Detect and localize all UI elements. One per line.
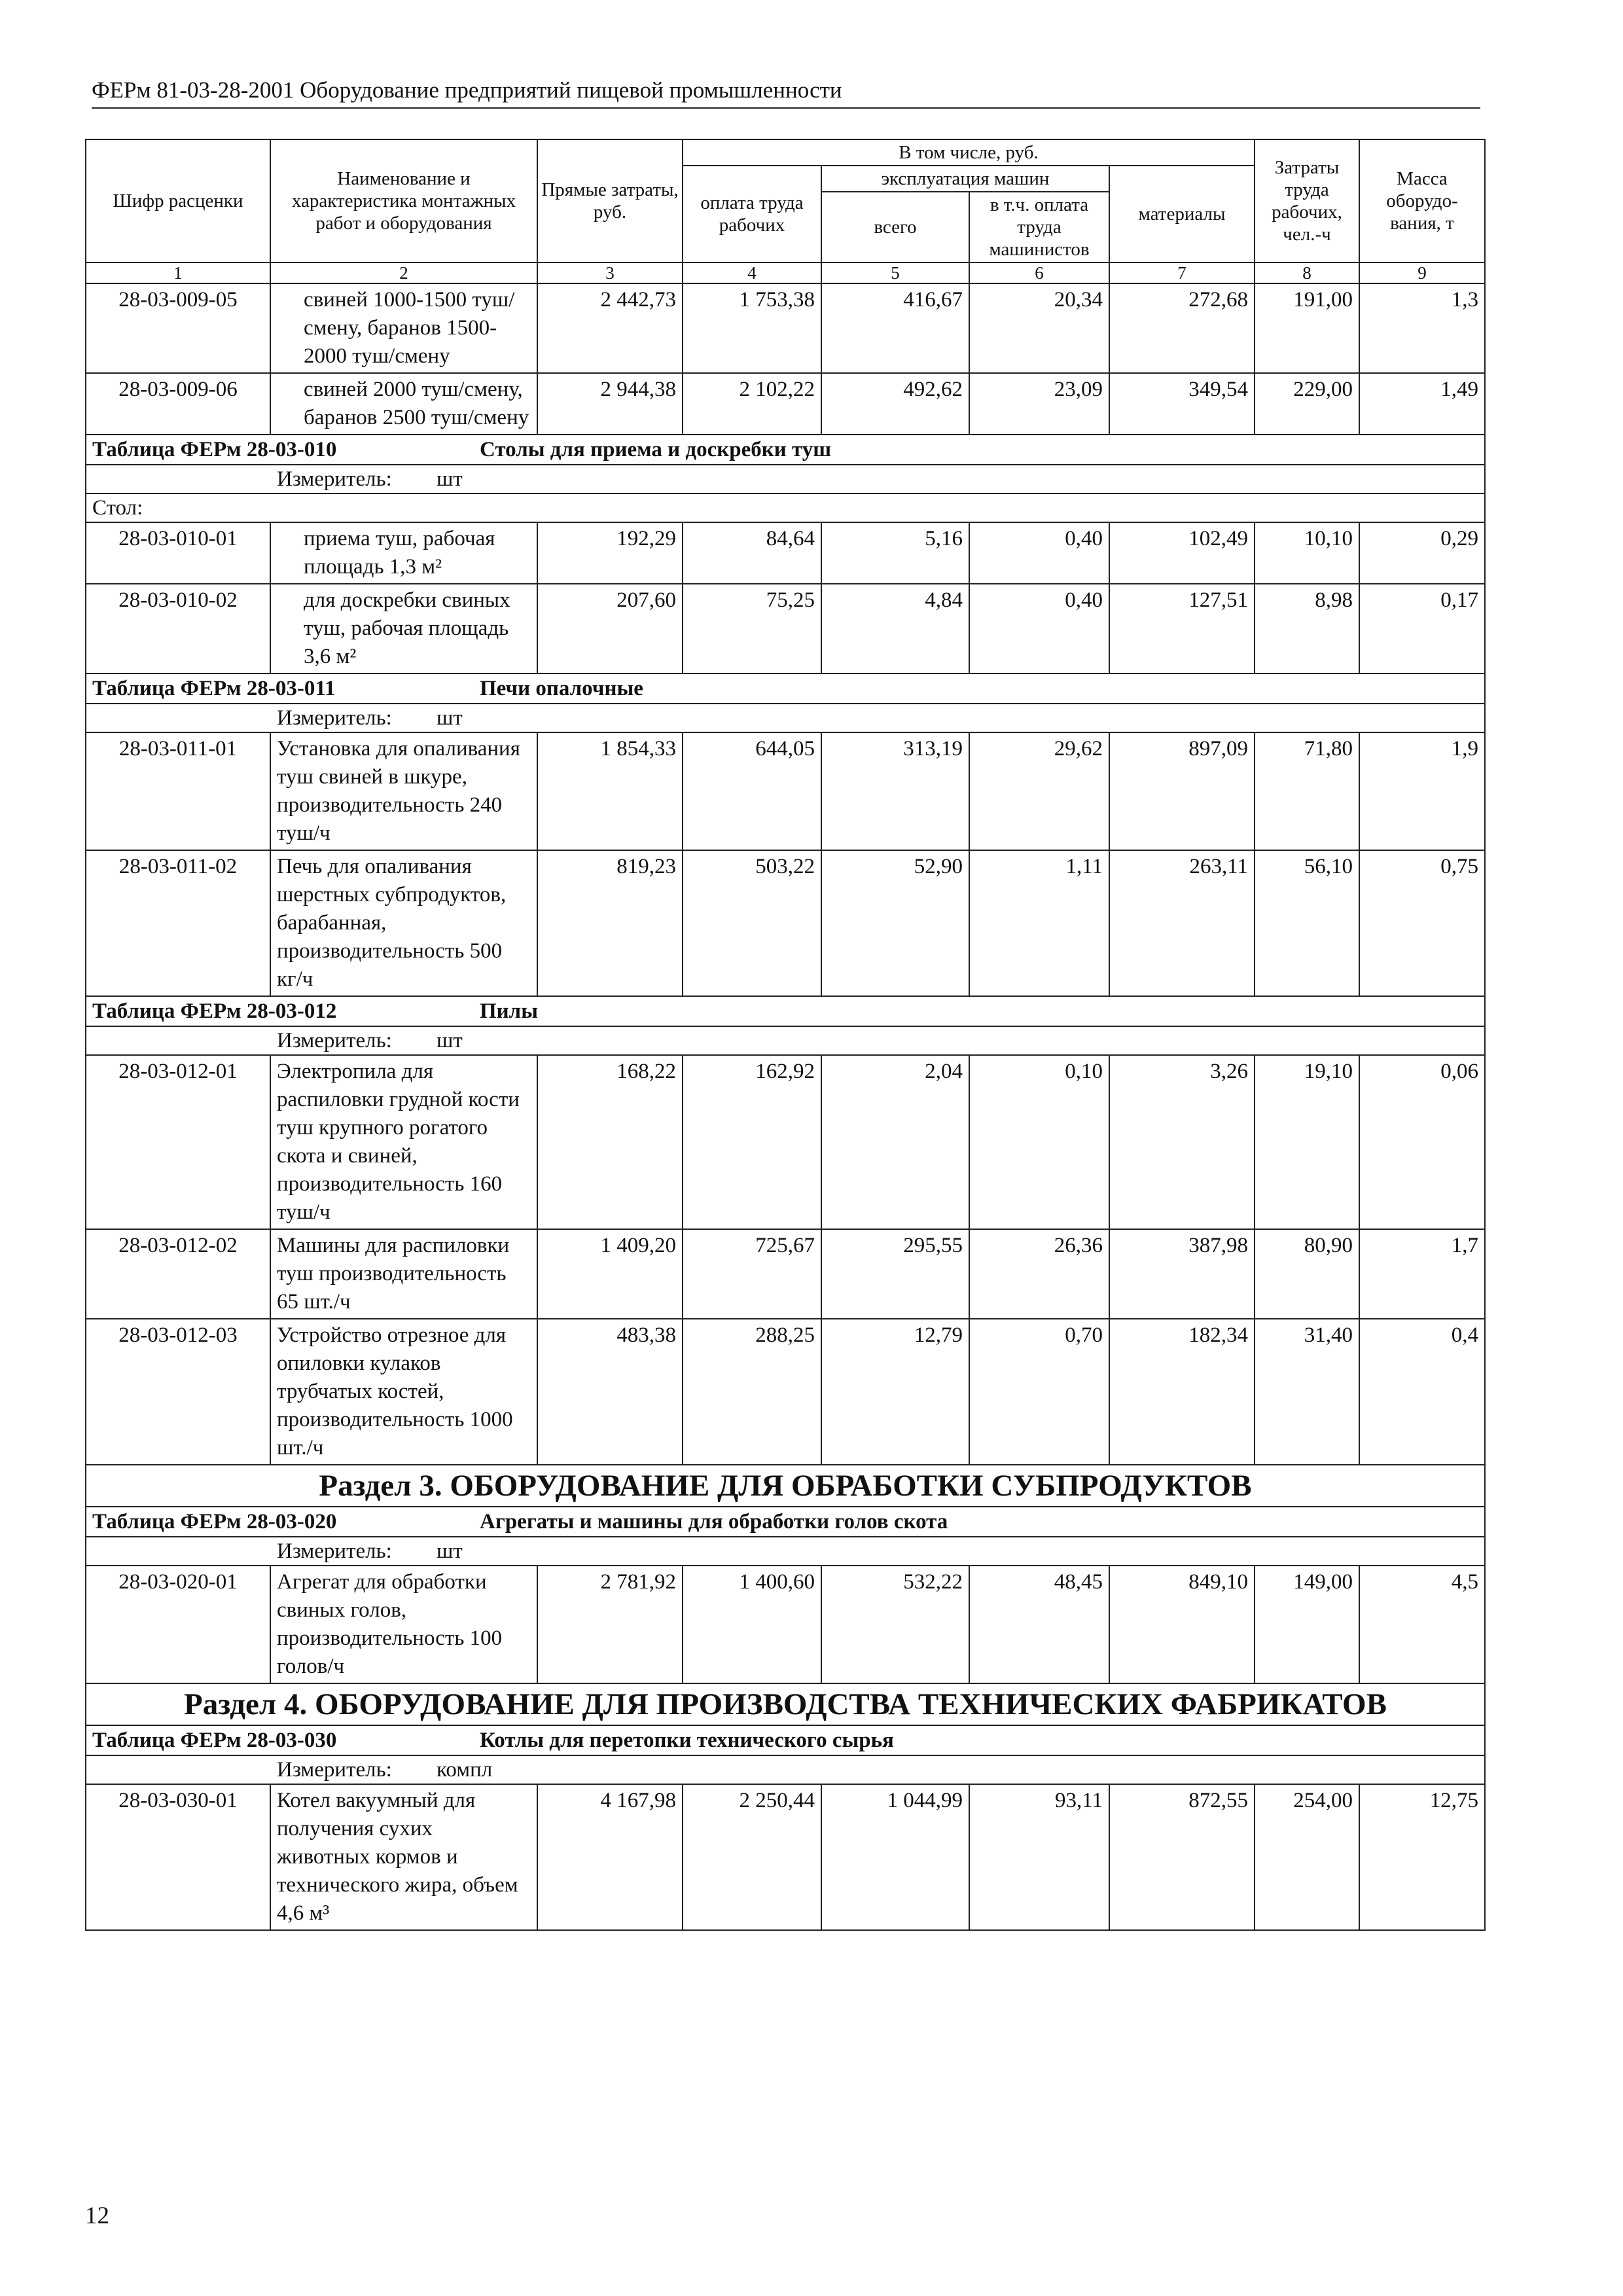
materials-cost: 263,11 [1109, 850, 1255, 996]
column-number: 1 [86, 262, 270, 283]
materials-cost: 182,34 [1109, 1319, 1255, 1465]
meter-unit: шт [437, 1029, 463, 1052]
work-name: Печь для опаливания шерстных субпродуктов, барабанная, производительность 500 кг/ч [270, 850, 537, 996]
equipment-mass: 0,06 [1359, 1055, 1485, 1229]
materials-cost: 387,98 [1109, 1229, 1255, 1319]
meter-row [86, 1755, 1485, 1784]
labor-hours: 56,10 [1255, 850, 1359, 996]
materials-cost: 127,51 [1109, 584, 1255, 673]
labor-hours: 19,10 [1255, 1055, 1359, 1229]
table-title: Агрегаты и машины для обработки голов скота [480, 1510, 948, 1534]
machinists-pay: 20,34 [969, 283, 1109, 373]
section-title: Раздел 3. ОБОРУДОВАНИЕ ДЛЯ ОБРАБОТКИ СУБПРОДУКТОВ [86, 1465, 1485, 1507]
header-including: В том числе, руб. [683, 139, 1255, 166]
equipment-mass: 0,17 [1359, 584, 1485, 673]
labor-pay: 162,92 [683, 1055, 821, 1229]
column-number: 5 [821, 262, 969, 283]
labor-pay: 725,67 [683, 1229, 821, 1319]
direct-cost: 1 854,33 [537, 732, 683, 850]
table-label: Таблица ФЕРм 28-03-012 [92, 999, 337, 1023]
section-title: Раздел 4. ОБОРУДОВАНИЕ ДЛЯ ПРОИЗВОДСТВА ТЕХНИЧЕСКИХ ФАБРИКАТОВ [86, 1683, 1485, 1725]
meter-unit: компл [437, 1758, 493, 1782]
materials-cost: 349,54 [1109, 373, 1255, 435]
meter-unit: шт [437, 467, 463, 491]
labor-pay: 2 102,22 [683, 373, 821, 435]
equipment-mass: 4,5 [1359, 1566, 1485, 1683]
table-heading-row [86, 996, 1485, 1026]
table-label: Таблица ФЕРм 28-03-030 [92, 1729, 337, 1752]
meter-label: Измеритель: [277, 467, 392, 491]
labor-hours: 229,00 [1255, 373, 1359, 435]
machines-total: 4,84 [821, 584, 969, 673]
header-direct: Прямые затраты, руб. [537, 139, 683, 262]
labor-pay: 503,22 [683, 850, 821, 996]
rate-code: 28-03-010-02 [86, 584, 270, 673]
table-row [86, 373, 1485, 435]
labor-pay: 84,64 [683, 522, 821, 584]
meter-unit: шт [437, 1539, 463, 1563]
table-title: Печи опалочные [480, 677, 643, 700]
column-number: 8 [1255, 262, 1359, 283]
rate-code: 28-03-012-02 [86, 1229, 270, 1319]
labor-pay: 2 250,44 [683, 1784, 821, 1930]
subheading-row [86, 493, 1485, 522]
header-machines-total: всего [821, 192, 969, 262]
machines-total: 492,62 [821, 373, 969, 435]
table-row [86, 1229, 1485, 1319]
direct-cost: 168,22 [537, 1055, 683, 1229]
meter-row [86, 1026, 1485, 1055]
header-machines: эксплуатация машин [821, 166, 1109, 192]
materials-cost: 849,10 [1109, 1566, 1255, 1683]
subheading: Стол: [86, 493, 1485, 522]
column-number: 3 [537, 262, 683, 283]
machinists-pay: 29,62 [969, 732, 1109, 850]
work-name: Котел вакуумный для получения сухих животных кормов и технического жира, объем 4,6 м³ [270, 1784, 537, 1930]
meter-label: Измеритель: [277, 1539, 392, 1563]
machinists-pay: 48,45 [969, 1566, 1109, 1683]
machines-total: 2,04 [821, 1055, 969, 1229]
table-row [86, 732, 1485, 850]
header-labor-pay: оплата труда рабочих [683, 166, 821, 262]
work-name: свиней 1000-1500 туш/смену, баранов 1500-2000 туш/смену [270, 283, 537, 373]
table-row [86, 850, 1485, 996]
machinists-pay: 0,40 [969, 522, 1109, 584]
labor-hours: 8,98 [1255, 584, 1359, 673]
equipment-mass: 0,4 [1359, 1319, 1485, 1465]
column-number: 4 [683, 262, 821, 283]
machines-total: 313,19 [821, 732, 969, 850]
direct-cost: 2 944,38 [537, 373, 683, 435]
work-name: Машины для распиловки туш производительность 65 шт./ч [270, 1229, 537, 1319]
machinists-pay: 1,11 [969, 850, 1109, 996]
labor-hours: 10,10 [1255, 522, 1359, 584]
machinists-pay: 0,40 [969, 584, 1109, 673]
table-heading-row [86, 1725, 1485, 1755]
machines-total: 416,67 [821, 283, 969, 373]
table-label: Таблица ФЕРм 28-03-011 [92, 677, 336, 700]
work-name: приема туш, рабочая площадь 1,3 м² [270, 522, 537, 584]
direct-cost: 483,38 [537, 1319, 683, 1465]
materials-cost: 897,09 [1109, 732, 1255, 850]
table-heading-row [86, 1507, 1485, 1537]
section-row [86, 1465, 1485, 1507]
column-number: 9 [1359, 262, 1485, 283]
machines-total: 52,90 [821, 850, 969, 996]
table-title: Столы для приема и доскребки туш [480, 438, 832, 461]
column-number: 2 [270, 262, 537, 283]
header-labor: Затраты труда рабочих, чел.-ч [1255, 139, 1359, 262]
meter-row [86, 1537, 1485, 1566]
header-machinists-pay: в т.ч. оплата труда машинистов [969, 192, 1109, 262]
materials-cost: 102,49 [1109, 522, 1255, 584]
rate-code: 28-03-020-01 [86, 1566, 270, 1683]
machinists-pay: 0,70 [969, 1319, 1109, 1465]
page-number: 12 [85, 2202, 109, 2229]
meter-unit: шт [437, 706, 463, 730]
machinists-pay: 0,10 [969, 1055, 1109, 1229]
machines-total: 1 044,99 [821, 1784, 969, 1930]
header-materials: материалы [1109, 166, 1255, 262]
labor-hours: 254,00 [1255, 1784, 1359, 1930]
table-label: Таблица ФЕРм 28-03-020 [92, 1510, 337, 1534]
materials-cost: 872,55 [1109, 1784, 1255, 1930]
materials-cost: 272,68 [1109, 283, 1255, 373]
rate-code: 28-03-012-01 [86, 1055, 270, 1229]
equipment-mass: 1,49 [1359, 373, 1485, 435]
labor-pay: 1 753,38 [683, 283, 821, 373]
machines-total: 5,16 [821, 522, 969, 584]
machinists-pay: 93,11 [969, 1784, 1109, 1930]
column-number: 7 [1109, 262, 1255, 283]
table-row [86, 1784, 1485, 1930]
column-number: 6 [969, 262, 1109, 283]
meter-row [86, 465, 1485, 493]
labor-pay: 1 400,60 [683, 1566, 821, 1683]
direct-cost: 1 409,20 [537, 1229, 683, 1319]
equipment-mass: 0,29 [1359, 522, 1485, 584]
equipment-mass: 12,75 [1359, 1784, 1485, 1930]
meter-row [86, 704, 1485, 732]
equipment-mass: 0,75 [1359, 850, 1485, 996]
table-row [86, 283, 1485, 373]
table-row [86, 1319, 1485, 1465]
machines-total: 12,79 [821, 1319, 969, 1465]
labor-hours: 191,00 [1255, 283, 1359, 373]
work-name: Устройство отрезное для опиловки кулаков трубчатых костей, производительность 1000 шт./ч [270, 1319, 537, 1465]
table-label: Таблица ФЕРм 28-03-010 [92, 438, 337, 461]
rate-code: 28-03-012-03 [86, 1319, 270, 1465]
direct-cost: 4 167,98 [537, 1784, 683, 1930]
machines-total: 532,22 [821, 1566, 969, 1683]
header-mass: Масса оборудо-вания, т [1359, 139, 1485, 262]
labor-pay: 75,25 [683, 584, 821, 673]
work-name: Электропила для распиловки грудной кости туш крупного рогатого скота и свиней, производительность 160 туш/ч [270, 1055, 537, 1229]
direct-cost: 819,23 [537, 850, 683, 996]
rate-code: 28-03-009-06 [86, 373, 270, 435]
direct-cost: 2 442,73 [537, 283, 683, 373]
rates-table [85, 139, 1486, 1931]
equipment-mass: 1,7 [1359, 1229, 1485, 1319]
meter-label: Измеритель: [277, 1029, 392, 1052]
page-header: ФЕРм 81-03-28-2001 Оборудование предприятий пищевой промышленности [92, 77, 1480, 109]
meter-label: Измеритель: [277, 706, 392, 730]
rate-code: 28-03-010-01 [86, 522, 270, 584]
machines-total: 295,55 [821, 1229, 969, 1319]
machinists-pay: 26,36 [969, 1229, 1109, 1319]
equipment-mass: 1,3 [1359, 283, 1485, 373]
direct-cost: 192,29 [537, 522, 683, 584]
rate-code: 28-03-011-02 [86, 850, 270, 996]
labor-hours: 149,00 [1255, 1566, 1359, 1683]
work-name: Установка для опаливания туш свиней в шкуре, производительность 240 туш/ч [270, 732, 537, 850]
work-name: для доскребки свиных туш, рабочая площадь 3,6 м² [270, 584, 537, 673]
meter-label: Измеритель: [277, 1758, 392, 1782]
labor-hours: 80,90 [1255, 1229, 1359, 1319]
table-row [86, 584, 1485, 673]
table-title: Пилы [480, 999, 538, 1023]
table-row [86, 1055, 1485, 1229]
labor-hours: 31,40 [1255, 1319, 1359, 1465]
direct-cost: 2 781,92 [537, 1566, 683, 1683]
rate-code: 28-03-011-01 [86, 732, 270, 850]
work-name: Агрегат для обработки свиных голов, производительность 100 голов/ч [270, 1566, 537, 1683]
header-code: Шифр расценки [86, 139, 270, 262]
direct-cost: 207,60 [537, 584, 683, 673]
header-name: Наименование и характеристика монтажных работ и оборудования [270, 139, 537, 262]
table-title: Котлы для перетопки технического сырья [480, 1729, 894, 1752]
table-row [86, 522, 1485, 584]
labor-pay: 644,05 [683, 732, 821, 850]
rate-code: 28-03-009-05 [86, 283, 270, 373]
equipment-mass: 1,9 [1359, 732, 1485, 850]
work-name: свиней 2000 туш/смену, баранов 2500 туш/смену [270, 373, 537, 435]
table-row [86, 1566, 1485, 1683]
machinists-pay: 23,09 [969, 373, 1109, 435]
section-row [86, 1683, 1485, 1725]
table-heading-row [86, 435, 1485, 465]
rate-code: 28-03-030-01 [86, 1784, 270, 1930]
table-heading-row [86, 673, 1485, 704]
labor-hours: 71,80 [1255, 732, 1359, 850]
labor-pay: 288,25 [683, 1319, 821, 1465]
materials-cost: 3,26 [1109, 1055, 1255, 1229]
